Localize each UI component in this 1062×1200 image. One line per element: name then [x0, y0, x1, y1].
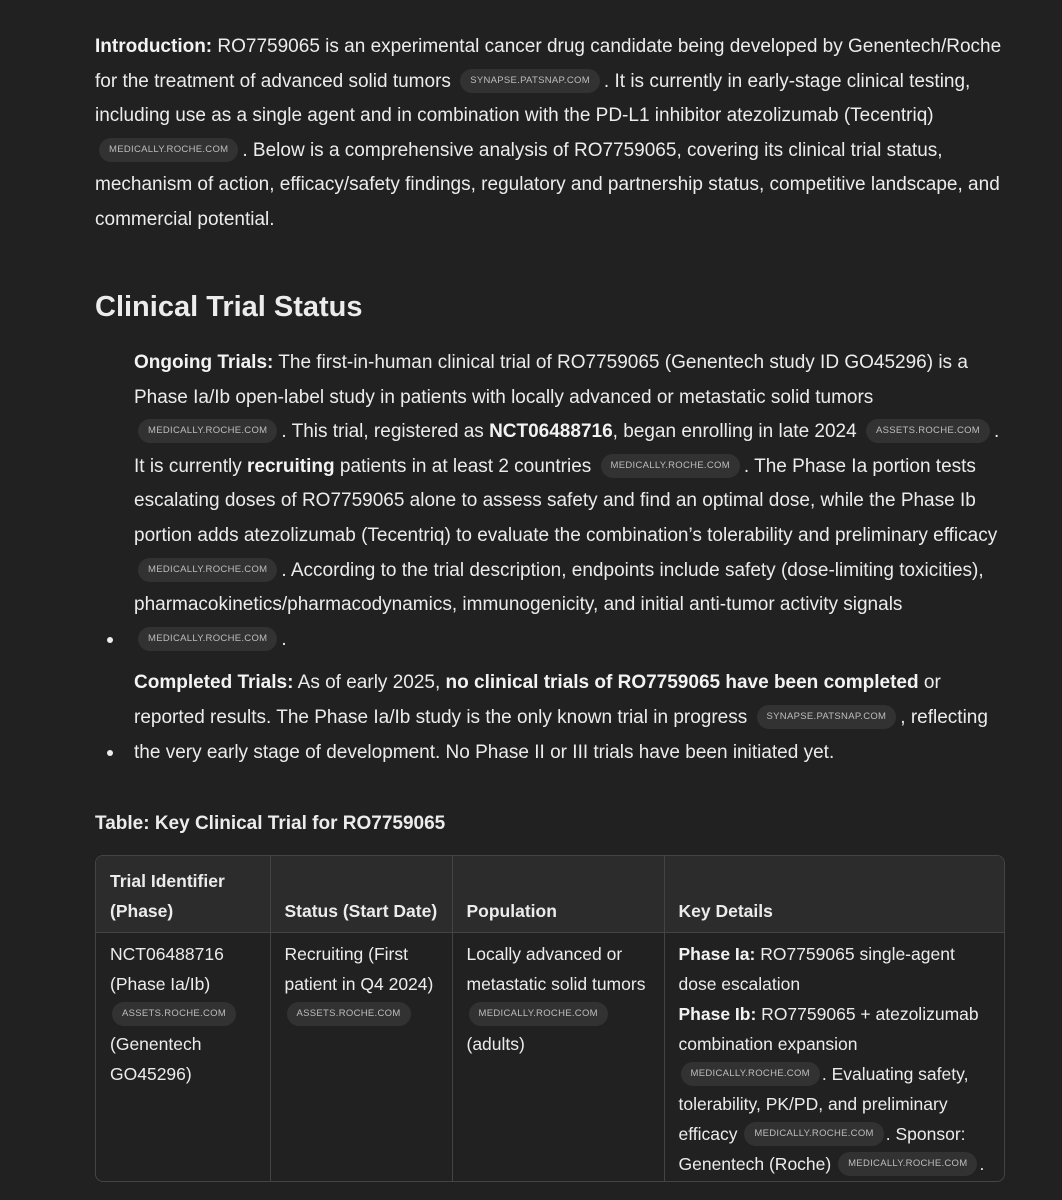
- cell-population: [452, 933, 664, 1183]
- clinical-trial-table: [95, 855, 1005, 1182]
- cell-text: . Sponsor: Genentech (Roche): [678, 1124, 966, 1174]
- ongoing-text: . This trial, registered as: [281, 421, 490, 443]
- citation-chip[interactable]: MEDICALLY.ROCHE.COM: [138, 627, 277, 651]
- trial-status-list: [95, 346, 1010, 770]
- nct-id: NCT06488716: [489, 421, 613, 443]
- cell-text: Locally advanced or metastatic solid tumors: [466, 944, 646, 994]
- ongoing-text: . According to the trial description, endpoints include safety (dose-limiting toxicities), pharmacokinetics/pharmacodynamics, immunogenicity, and initial anti-tumor activity signals: [134, 559, 984, 616]
- ongoing-text: The first-in-human clinical trial of RO7759065 (Genentech study ID GO45296) is a Phase Ia/Ib open-label study in patients with locally advanced or metastatic solid tumors: [134, 352, 968, 408]
- citation-chip[interactable]: MEDICALLY.ROCHE.COM: [138, 419, 277, 443]
- citation-chip[interactable]: ASSETS.ROCHE.COM: [112, 1002, 236, 1026]
- ongoing-text: .: [281, 628, 287, 650]
- citation-chip[interactable]: SYNAPSE.PATSNAP.COM: [460, 69, 600, 93]
- intro-label: Introduction:: [95, 36, 213, 57]
- table-title: Table: Key Clinical Trial for RO7759065: [95, 813, 446, 834]
- intro-text: . Below is a comprehensive analysis of RO7759065, covering its clinical trial status, mechanism of action, efficacy/safety findings, regulatory and partnership status, competitive landscape, and commercial potential.: [95, 139, 1000, 230]
- list-item-ongoing-trials: [95, 346, 1010, 657]
- cell-text: NCT06488716 (Phase Ia/Ib): [110, 944, 224, 994]
- completed-text: or reported results. The Phase Ia/Ib study is the only known trial in progress: [134, 672, 941, 728]
- cell-text: RO7759065 + atezolizumab combination expansion: [678, 1004, 979, 1054]
- cell-text: (adults): [466, 1034, 525, 1054]
- table-row: [96, 933, 1004, 1183]
- table-header-row: [96, 856, 1004, 933]
- completed-label: Completed Trials:: [134, 672, 294, 694]
- citation-chip[interactable]: MEDICALLY.ROCHE.COM: [681, 1062, 820, 1086]
- cell-trial-identifier: [96, 933, 270, 1183]
- cell-key-details: [664, 933, 1004, 1183]
- intro-paragraph: [95, 30, 1005, 238]
- cell-text: . Evaluating safety, tolerability, PK/PD, and preliminary efficacy: [678, 1064, 969, 1144]
- citation-chip[interactable]: MEDICALLY.ROCHE.COM: [138, 558, 277, 582]
- ongoing-text: . It is currently: [134, 421, 1000, 477]
- citation-chip[interactable]: MEDICALLY.ROCHE.COM: [601, 454, 740, 478]
- completed-text: As of early 2025,: [293, 672, 446, 694]
- completed-text: , reflecting the very early stage of development. No Phase II or III trials have been initiated yet.: [134, 706, 988, 763]
- header-status: Status (Start Date): [270, 856, 452, 933]
- intro-text: . It is currently in early-stage clinical testing, including use as a single agent and in combination with the PD-L1 inhibitor atezolizumab (Tecentriq): [95, 70, 971, 127]
- citation-chip[interactable]: SYNAPSE.PATSNAP.COM: [757, 705, 897, 729]
- header-population: Population: [452, 856, 664, 933]
- cell-text: Recruiting (First patient in Q4 2024): [284, 944, 434, 994]
- citation-chip[interactable]: MEDICALLY.ROCHE.COM: [744, 1122, 883, 1146]
- bullet: [107, 637, 113, 643]
- bullet: [107, 750, 113, 756]
- citation-chip[interactable]: ASSETS.ROCHE.COM: [866, 419, 990, 443]
- cell-text: .: [979, 1154, 985, 1174]
- citation-chip[interactable]: MEDICALLY.ROCHE.COM: [99, 138, 238, 162]
- citation-chip[interactable]: ASSETS.ROCHE.COM: [287, 1002, 411, 1026]
- header-trial-identifier: Trial Identifier (Phase): [96, 856, 270, 933]
- phase-ia-label: Phase Ia:: [678, 944, 756, 964]
- ongoing-text: . The Phase Ia portion tests escalating doses of RO7759065 alone to assess safety and find an optimal dose, while the Phase Ib portion adds atezolizumab (Tecentriq) to evaluate the combination’s tolerability and preliminary efficacy: [134, 455, 998, 546]
- ongoing-label: Ongoing Trials:: [134, 352, 274, 373]
- completed-emphasis: no clinical trials of RO7759065 have been completed: [445, 672, 919, 694]
- list-item-completed-trials: [95, 666, 1010, 770]
- ongoing-text: patients in at least 2 countries: [334, 455, 597, 477]
- intro-text: RO7759065 is an experimental cancer drug candidate being developed by Genentech/Roche for the treatment of advanced solid tumors: [95, 36, 1002, 92]
- citation-chip[interactable]: MEDICALLY.ROCHE.COM: [469, 1002, 608, 1026]
- recruiting-emphasis: recruiting: [246, 455, 335, 477]
- cell-status: [270, 933, 452, 1183]
- phase-ib-label: Phase Ib:: [678, 1004, 757, 1024]
- cell-text: RO7759065 single-agent dose escalation: [678, 944, 955, 994]
- section-heading: Clinical Trial Status: [95, 291, 363, 323]
- cell-text: (Genentech GO45296): [110, 1034, 202, 1084]
- citation-chip[interactable]: MEDICALLY.ROCHE.COM: [838, 1152, 977, 1176]
- ongoing-text: , began enrolling in late 2024: [612, 421, 862, 443]
- intro-block: [95, 30, 1005, 238]
- header-key-details: Key Details: [664, 856, 1004, 933]
